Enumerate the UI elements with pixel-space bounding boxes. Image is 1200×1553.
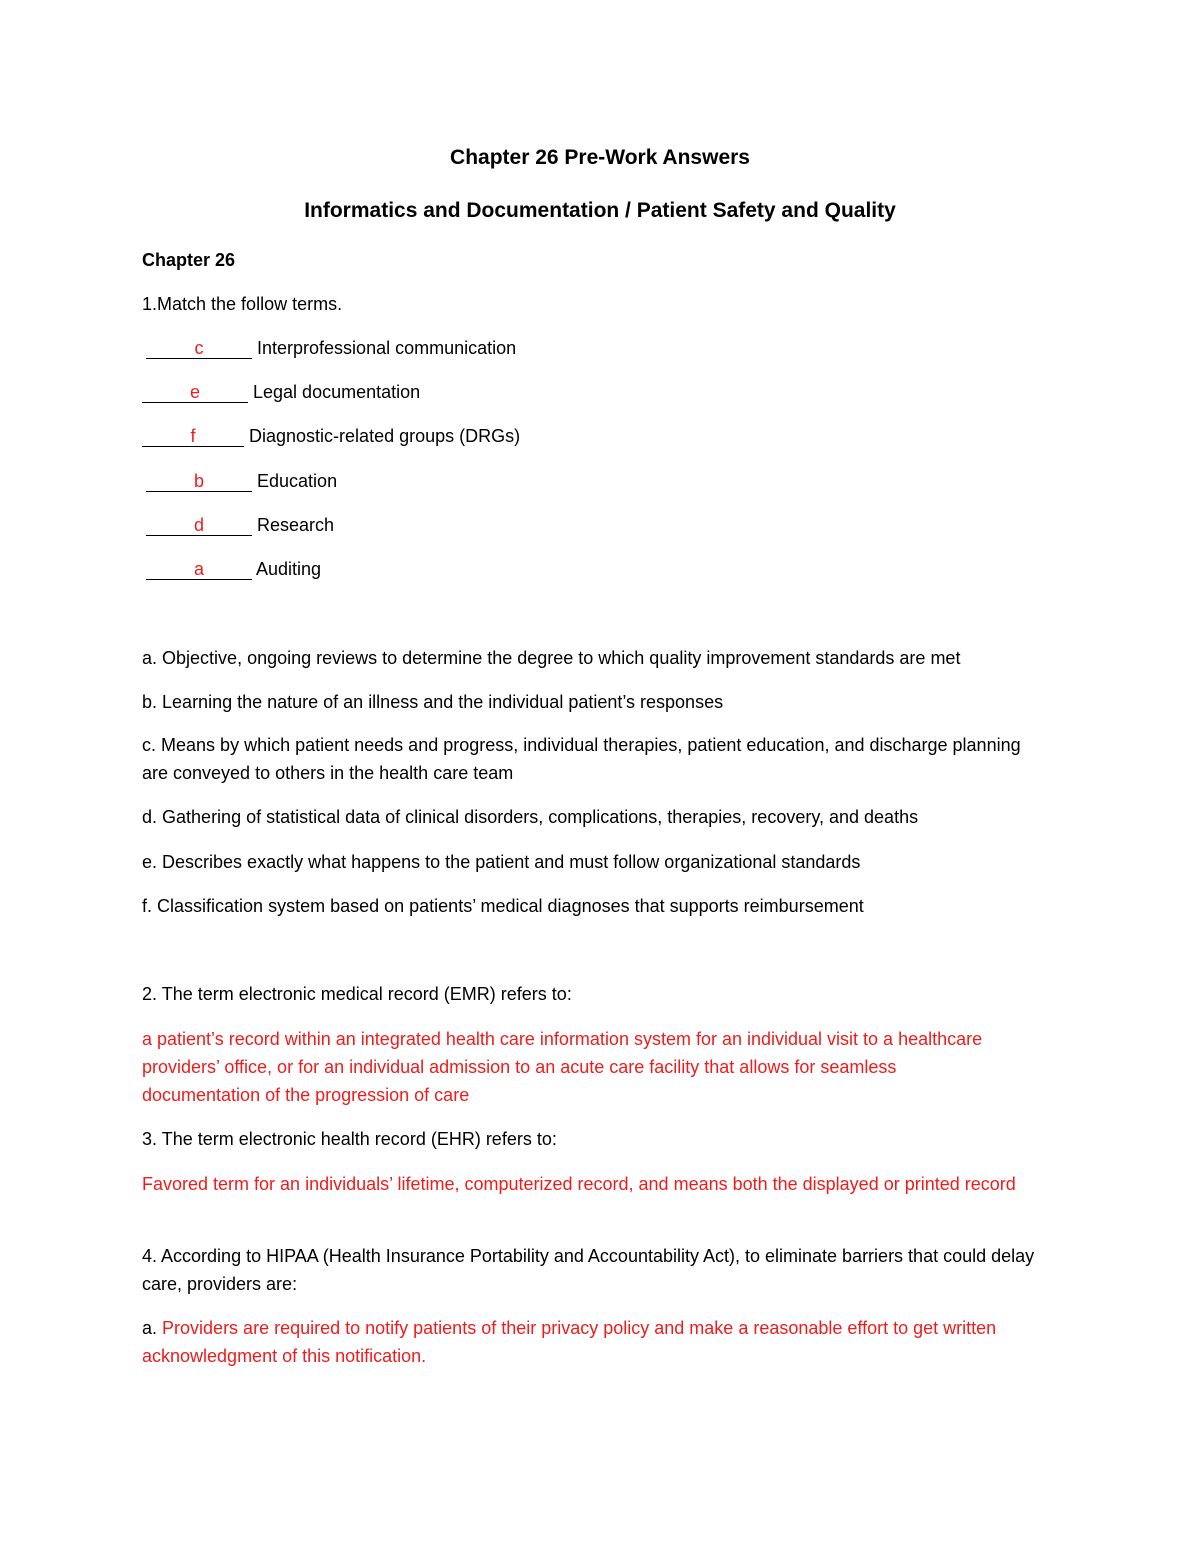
definition-item: a. Objective, ongoing reviews to determine the degree to which quality improvement standards are met [142, 648, 961, 668]
definition-item: c. Means by which patient needs and progress, individual therapies, patient education, and discharge planning are conveyed to others in the health care team [142, 735, 1021, 783]
definition-item: f. Classification system based on patients’ medical diagnoses that supports reimbursement [142, 896, 864, 916]
match-term: Research [257, 515, 335, 535]
question-3-prompt: 3. The term electronic health record (EHR) refers to: [142, 1129, 557, 1149]
match-term: Interprofessional communication [257, 338, 517, 358]
match-row [146, 467, 337, 495]
answer-blank: d [146, 515, 252, 536]
question-2-answer: a patient’s record within an integrated health care information system for an individual visit to a healthcare providers’ office, or for an individual admission to an acute care facility that allows for seamless documentation of the progression of care [142, 1029, 983, 1105]
answer-blank: f [142, 426, 244, 447]
definition-item: b. Learning the nature of an illness and the individual patient’s responses [142, 692, 724, 712]
match-row [142, 422, 520, 450]
question-2-prompt: 2. The term electronic medical record (EMR) refers to: [142, 984, 572, 1004]
match-row [142, 378, 420, 406]
answer-blank: e [142, 382, 248, 403]
answer-blank: c [146, 338, 252, 359]
definition-item: e. Describes exactly what happens to the patient and must follow organizational standards [142, 852, 861, 872]
question-1-prompt: 1.Match the follow terms. [142, 294, 343, 314]
section-heading: Chapter 26 [142, 250, 236, 270]
page-title: Chapter 26 Pre-Work Answers [450, 146, 750, 169]
page-subtitle: Informatics and Documentation / Patient Safety and Quality [304, 199, 896, 222]
definition-item: d. Gathering of statistical data of clinical disorders, complications, therapies, recovery, and deaths [142, 807, 919, 827]
answer-blank: a [146, 559, 252, 580]
match-term: Auditing [256, 559, 322, 579]
match-term: Education [257, 471, 338, 491]
match-term: Legal documentation [253, 382, 421, 402]
question-4-prompt: 4. According to HIPAA (Health Insurance Portability and Accountability Act), to eliminate barriers that could delay care, providers are: [142, 1246, 1035, 1294]
match-row [146, 555, 321, 583]
question-4-answer: a. Providers are required to notify patients of their privacy policy and make a reasonable effort to get written acknowledgment of this notification. [142, 1318, 997, 1366]
match-row [146, 334, 516, 362]
answer-blank: b [146, 471, 252, 492]
match-term: Diagnostic-related groups (DRGs) [249, 426, 521, 446]
question-3-answer: Favored term for an individuals’ lifetime, computerized record, and means both the displayed or printed record [142, 1174, 1016, 1194]
match-row [146, 511, 334, 539]
